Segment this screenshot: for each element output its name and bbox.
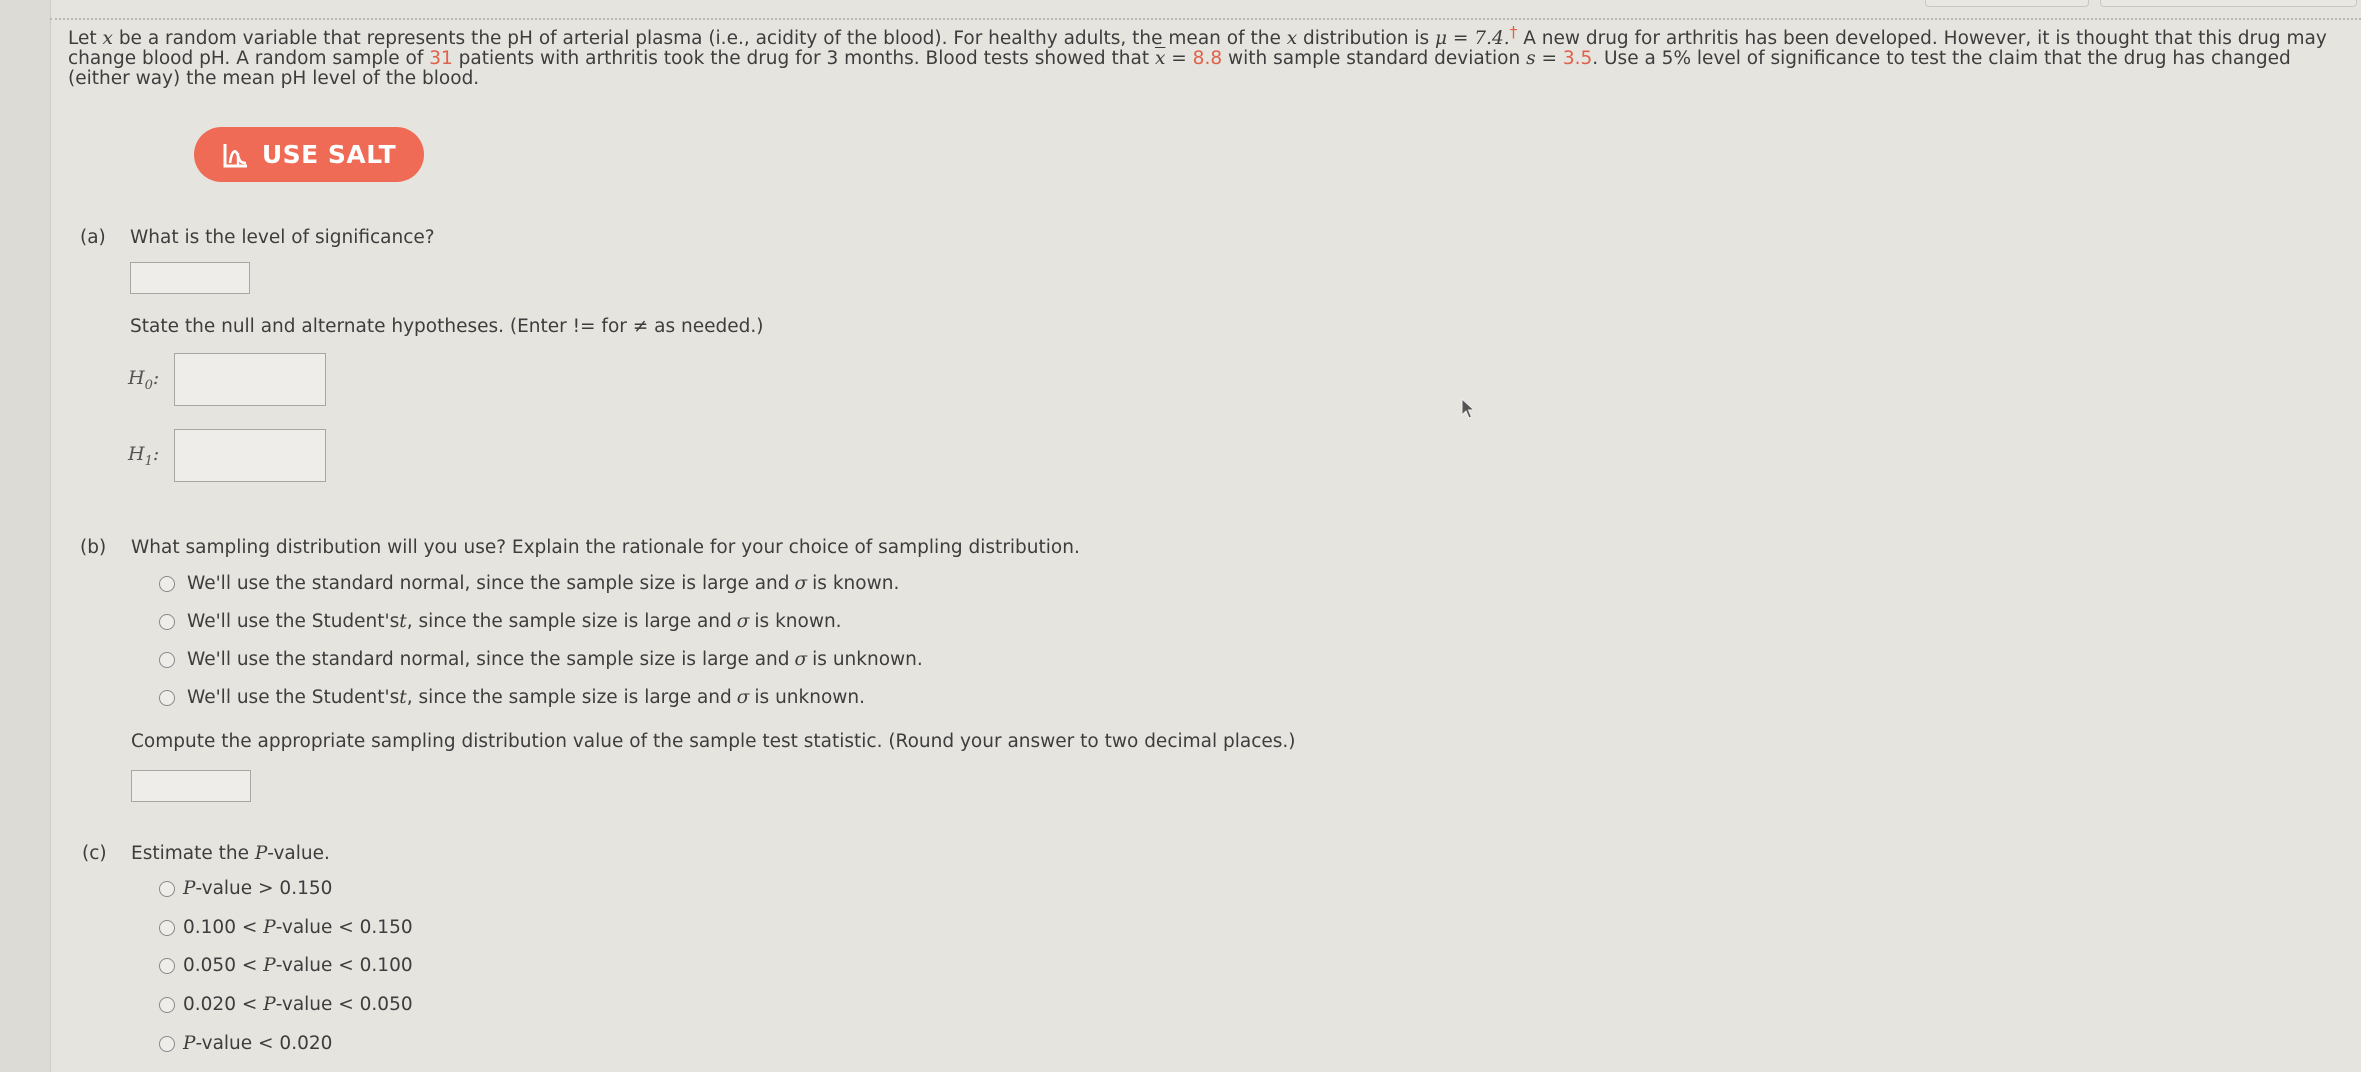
sampling-option-3[interactable]: We'll use the standard normal, since the sample size is large and σ is unknown.: [159, 649, 923, 670]
radio-button[interactable]: [159, 690, 175, 706]
pvalue-option-3[interactable]: 0.050 < P -value < 0.100: [159, 955, 413, 976]
top-tab-stub[interactable]: [1925, 0, 2089, 7]
use-salt-button[interactable]: [194, 127, 424, 182]
problem-statement: Let x be a random variable that represents the pH of arterial plasma (i.e., acidity of the blood). For healthy adults, the mean of the x distribution is μ = 7.4.† A new drug for arthritis has been developed. However, it is thought that this drug may change blood pH. A random sample of 31 patients with arthritis took the drug for 3 months. Blood tests showed that $\overline{x} = 8.8$ with sample standard deviation s = 3.5. Use a 5% level of significance to test the claim that the drug has changed (either way) the mean pH level of the blood.: [68, 23, 2327, 90]
pvalue-option-4[interactable]: 0.020 < P -value < 0.050: [159, 994, 413, 1015]
significance-level-input[interactable]: [130, 262, 250, 294]
salt-chart-icon: [222, 141, 250, 169]
footnote-dagger[interactable]: †: [1509, 23, 1518, 41]
part-a-letter: (a): [80, 227, 106, 248]
mouse-pointer-icon: [1461, 398, 1477, 420]
h0-label: $H_0$:: [128, 367, 160, 393]
s-symbol: s: [1526, 48, 1536, 70]
sampling-option-4[interactable]: We'll use the Student's t , since the sample size is large and σ is unknown.: [159, 687, 865, 708]
s-value: 3.5: [1562, 48, 1593, 70]
mu-value: μ = 7.4.: [1435, 28, 1510, 50]
pvalue-option-2[interactable]: 0.100 < P -value < 0.150: [159, 917, 413, 938]
sampling-option-2[interactable]: We'll use the Student's t , since the sample size is large and σ is known.: [159, 611, 842, 632]
radio-button[interactable]: [159, 576, 175, 592]
part-c-letter: (c): [82, 843, 107, 864]
radio-button[interactable]: [159, 881, 175, 897]
radio-button[interactable]: [159, 920, 175, 936]
h0-input[interactable]: [174, 353, 326, 406]
radio-button[interactable]: [159, 997, 175, 1013]
radio-button[interactable]: [159, 652, 175, 668]
use-salt-label: USE SALT: [261, 140, 397, 169]
xbar-symbol: $\overline{x}$: [1154, 48, 1166, 70]
part-b-letter: (b): [80, 537, 107, 558]
sampling-option-1[interactable]: We'll use the standard normal, since the sample size is large and σ is known.: [159, 573, 899, 594]
part-a-question: What is the level of significance?: [130, 227, 435, 248]
radio-button[interactable]: [159, 1036, 175, 1052]
radio-button[interactable]: [159, 958, 175, 974]
part-c-question: Estimate the P-value.: [131, 843, 330, 864]
top-tab-stub[interactable]: [2100, 0, 2357, 7]
radio-button[interactable]: [159, 614, 175, 630]
h1-input[interactable]: [174, 429, 326, 482]
pvalue-option-5[interactable]: P -value < 0.020: [159, 1033, 332, 1054]
test-statistic-input[interactable]: [131, 770, 251, 802]
h1-label: $H_1$:: [128, 443, 160, 469]
sample-size-value: 31: [429, 48, 453, 70]
test-statistic-instruction: Compute the appropriate sampling distribution value of the sample test statistic. (Round your answer to two decimal places.): [131, 731, 1296, 752]
left-margin: [0, 0, 51, 1072]
part-b-question: What sampling distribution will you use? Explain the rationale for your choice of sampling distribution.: [131, 537, 1080, 558]
pvalue-option-1[interactable]: P -value > 0.150: [159, 878, 332, 899]
xbar-value: 8.8: [1192, 48, 1223, 70]
hypotheses-instruction: State the null and alternate hypotheses. (Enter != for ≠ as needed.): [130, 316, 764, 337]
